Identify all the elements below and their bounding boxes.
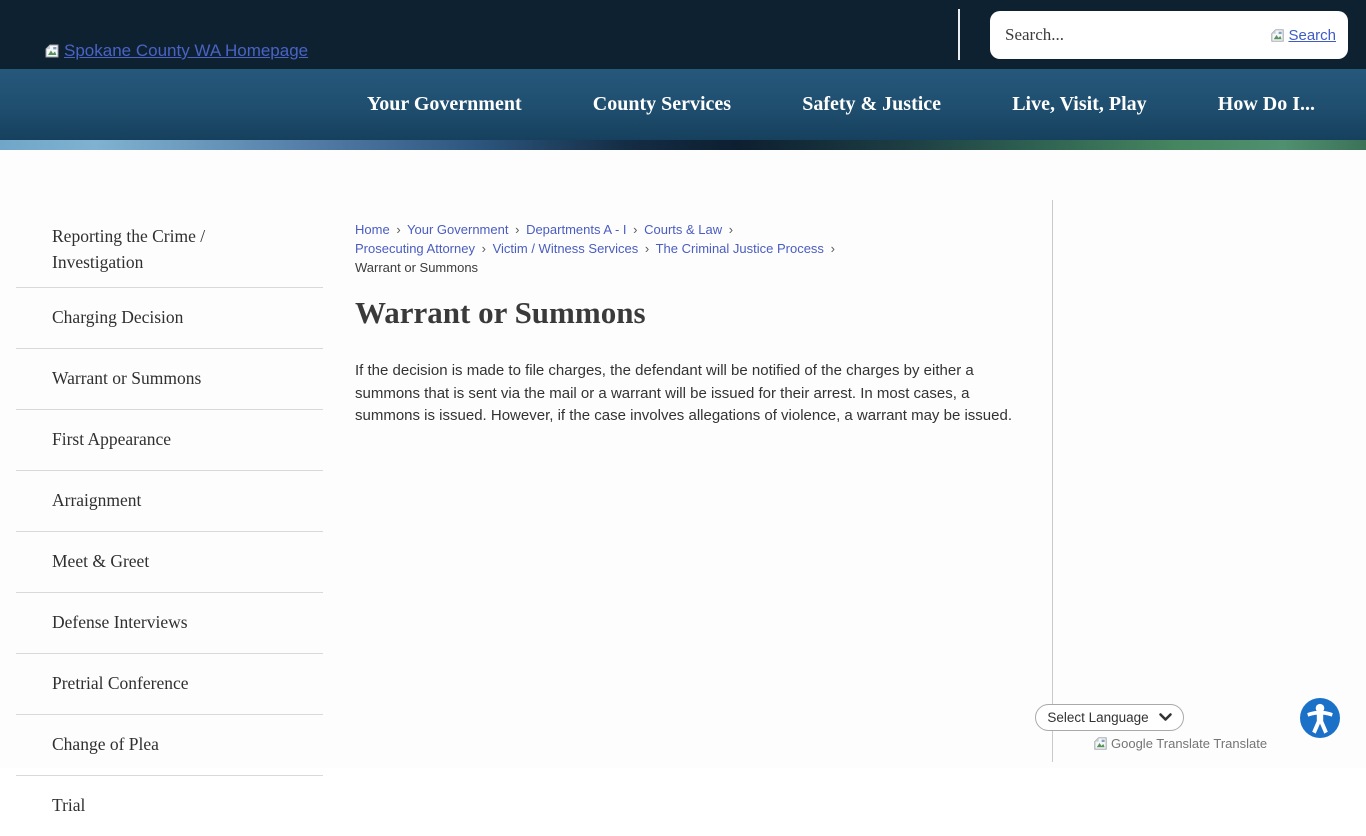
search-input[interactable] [1005, 25, 1269, 45]
sidebar-item-label: Trial [52, 795, 86, 815]
sidebar-item-label: Defense Interviews [52, 612, 188, 632]
breadcrumb-current: Warrant or Summons [355, 260, 479, 275]
breadcrumb-link-criminal-justice-process[interactable]: The Criminal Justice Process [655, 241, 824, 256]
broken-image-icon [43, 42, 61, 60]
main-nav-items [367, 69, 1315, 140]
site-header [0, 0, 1366, 69]
sidebar-item-trial[interactable] [16, 776, 323, 836]
sidebar-item-label: Change of Plea [52, 734, 159, 754]
breadcrumb-link-home[interactable]: Home [355, 222, 390, 237]
breadcrumb [355, 220, 850, 277]
breadcrumb-separator: › [481, 241, 486, 256]
sidebar-item-meet-greet[interactable] [16, 532, 323, 593]
language-select-label: Select Language [1047, 710, 1149, 725]
breadcrumb-link-your-government[interactable]: Your Government [407, 222, 509, 237]
sidebar-item-pretrial-conference[interactable] [16, 654, 323, 715]
sidebar-item-label: Warrant or Summons [52, 368, 202, 388]
sidebar-nav [16, 203, 323, 836]
breadcrumb-link-victim-witness-services[interactable]: Victim / Witness Services [492, 241, 639, 256]
accent-gradient-strip [0, 140, 1366, 150]
search-button-label: Search [1288, 26, 1336, 44]
sidebar-item-label: Charging Decision [52, 307, 184, 327]
sidebar-item-arraignment[interactable] [16, 471, 323, 532]
sidebar-item-reporting-the-crime-investigation[interactable] [16, 203, 323, 288]
sidebar-item-change-of-plea[interactable] [16, 715, 323, 776]
sidebar-item-label: Pretrial Conference [52, 673, 189, 693]
breadcrumb-link-departments-a-i[interactable]: Departments A - I [526, 222, 627, 237]
main-nav [0, 69, 1366, 140]
sidebar-item-label: Meet & Greet [52, 551, 150, 571]
breadcrumb-separator: › [728, 222, 734, 237]
sidebar-item-first-appearance[interactable] [16, 410, 323, 471]
header-divider [958, 9, 960, 60]
accessibility-icon [1299, 697, 1341, 739]
google-translate-attribution[interactable] [1092, 735, 1267, 752]
page-title: Warrant or Summons [355, 295, 646, 330]
nav-item-how-do-i[interactable]: How Do I... [1217, 93, 1315, 115]
search-box [990, 11, 1348, 59]
accessibility-button[interactable] [1299, 697, 1341, 739]
sidebar-item-charging-decision[interactable] [16, 288, 323, 349]
breadcrumb-separator: › [644, 241, 650, 256]
nav-item-county-services[interactable]: County Services [592, 93, 732, 115]
content-right-divider [1052, 200, 1053, 762]
breadcrumb-link-prosecuting-attorney[interactable]: Prosecuting Attorney [355, 241, 475, 256]
nav-item-safety-justice[interactable]: Safety & Justice [802, 93, 942, 115]
sidebar-item-label: Arraignment [52, 490, 142, 510]
breadcrumb-separator: › [515, 222, 520, 237]
sidebar-item-label: First Appearance [52, 429, 172, 449]
sidebar-item-warrant-or-summons[interactable] [16, 349, 323, 410]
search-button[interactable] [1269, 27, 1336, 44]
google-translate-label: Google Translate Translate [1111, 736, 1268, 751]
homepage-logo-label: Spokane County WA Homepage [64, 41, 309, 60]
homepage-logo-link[interactable] [43, 41, 308, 61]
chevron-down-icon [1159, 713, 1172, 722]
breadcrumb-separator: › [830, 241, 835, 256]
sidebar-item-label: Reporting the Crime / Investigation [52, 226, 206, 272]
page-paragraph: If the decision is made to file charges, the defendant will be notified of the charges by either a summons that is sent via the mail or a warrant will be issued for their arrest. In most cases, a summons is issued. However, if the case involves allegations of violence, a warrant may be issued. [355, 362, 1012, 424]
breadcrumb-link-courts-law[interactable]: Courts & Law [644, 222, 723, 237]
sidebar-item-defense-interviews[interactable] [16, 593, 323, 654]
broken-image-icon [1092, 735, 1109, 752]
nav-item-live-visit-play[interactable]: Live, Visit, Play [1012, 93, 1147, 115]
nav-item-your-government[interactable]: Your Government [367, 93, 522, 115]
broken-image-icon [1269, 27, 1286, 44]
breadcrumb-separator: › [633, 222, 638, 237]
language-select[interactable] [1035, 704, 1184, 731]
breadcrumb-separator: › [396, 222, 401, 237]
